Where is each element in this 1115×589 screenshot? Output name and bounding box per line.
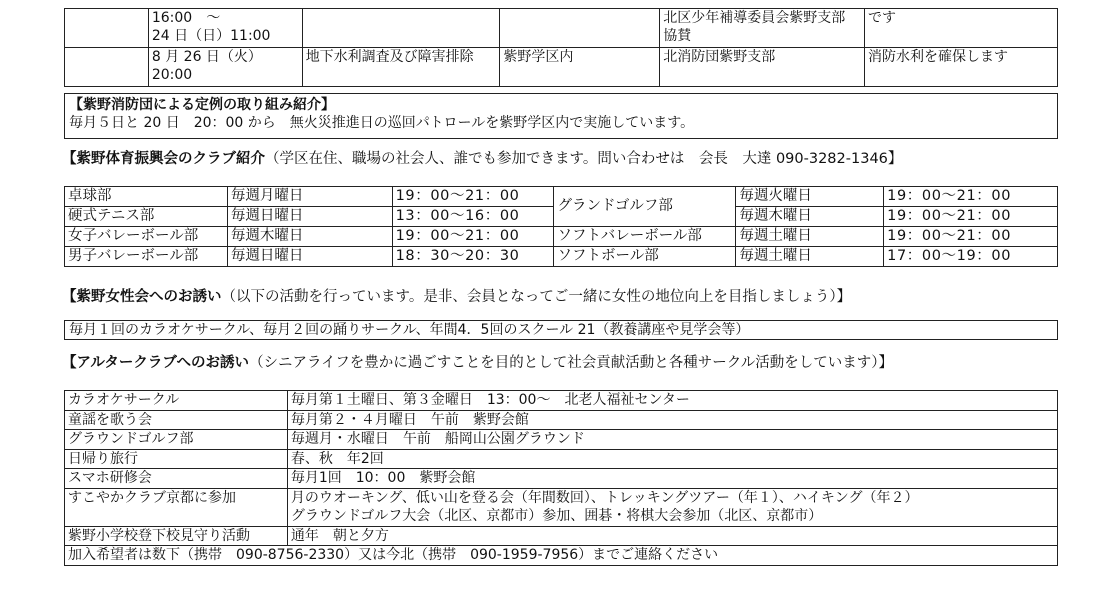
club-day: 毎週木曜日 — [736, 207, 884, 227]
club-name: ソフトボール部 — [554, 247, 736, 267]
activity-detail: 春、秋 年2回 — [287, 449, 1057, 469]
club-name: 女子バレーボール部 — [65, 227, 228, 247]
club-name: 卓球部 — [65, 187, 228, 207]
table-cell: 16:00 ～ 24 日（日）11:00 — [148, 9, 302, 48]
club-name: 硬式テニス部 — [65, 207, 228, 227]
women-heading-note: （以下の活動を行っています。是非、会員となってご一緒に女性の地位向上を目指しましょう）】 — [221, 289, 852, 305]
women-heading-title: 【紫野女性会へのお誘い — [62, 289, 222, 305]
activity-name: 紫野小学校登下校見守り活動 — [65, 526, 288, 546]
table-cell — [65, 9, 149, 48]
club-time: 17：00～19：00 — [884, 247, 1058, 267]
regular-activities-text: 毎月５日と 20 日 20：00 から 無火災推進日の巡回パトロールを紫野学区内で実施しています。 — [69, 115, 695, 131]
club-time: 19：00～21：00 — [884, 207, 1058, 227]
club-time: 19：00～21：00 — [392, 187, 554, 207]
club-name: ソフトバレーボール部 — [554, 227, 736, 247]
activity-detail: 毎週月・水曜日 午前 船岡山公園グラウンド — [287, 430, 1057, 450]
clubs-table — [64, 186, 1058, 267]
alter-heading-note: （シニアライフを豊かに過ごすことを目的として社会貢献活動と各種サークル活動をしています）】 — [249, 355, 894, 371]
activity-detail: 毎月第２・４月曜日 午前 紫野会館 — [287, 410, 1057, 430]
table-row — [65, 391, 1058, 411]
club-name: グランドゴルフ部 — [554, 187, 736, 227]
alter-activities-table — [64, 390, 1058, 566]
table-row — [65, 488, 1058, 526]
table-cell: 8 月 26 日（火） 20:00 — [148, 48, 302, 87]
table-row — [65, 469, 1058, 489]
alter-heading-title: 【アルタークラブへのお誘い — [62, 355, 250, 371]
club-time: 19：00～21：00 — [884, 187, 1058, 207]
regular-activities-box — [64, 93, 1058, 139]
table-row — [65, 48, 1058, 87]
alter-heading — [62, 354, 893, 372]
activity-name: カラオケサークル — [65, 391, 288, 411]
activity-detail: 通年 朝と夕方 — [287, 526, 1057, 546]
table-cell: 消防水利を確保します — [865, 48, 1058, 87]
table-cell: 地下水利調査及び障害排除 — [302, 48, 500, 87]
table-row — [65, 546, 1058, 566]
activity-name: 童謡を歌う会 — [65, 410, 288, 430]
women-activities-box: 毎月１回のカラオケサークル、毎月２回の踊りサークル、年間4．5回のスクール 21（教養講座や見学会等） — [64, 320, 1058, 340]
club-day: 毎週火曜日 — [736, 187, 884, 207]
table-row — [65, 526, 1058, 546]
club-day: 毎週日曜日 — [227, 247, 392, 267]
table-cell: 北消防団紫野支部 — [660, 48, 865, 87]
activity-name: すこやかクラブ京都に参加 — [65, 488, 288, 526]
club-day: 毎週日曜日 — [227, 207, 392, 227]
club-time: 13：00～16：00 — [392, 207, 554, 227]
club-day: 毎週土曜日 — [736, 247, 884, 267]
table-cell: です — [865, 9, 1058, 48]
clubs-heading-title: 【紫野体育振興会のクラブ紹介 — [62, 151, 265, 167]
club-day: 毎週木曜日 — [227, 227, 392, 247]
table-row — [65, 449, 1058, 469]
club-time: 19：00～21：00 — [884, 227, 1058, 247]
table-cell: 紫野学区内 — [500, 48, 660, 87]
women-heading — [62, 288, 851, 306]
table-cell: 北区少年補導委員会紫野支部 協賛 — [660, 9, 865, 48]
activity-name: グラウンドゴルフ部 — [65, 430, 288, 450]
club-time: 18：30～20：30 — [392, 247, 554, 267]
table-cell — [65, 48, 149, 87]
table-row — [65, 227, 1058, 247]
activity-name: 日帰り旅行 — [65, 449, 288, 469]
activity-name: スマホ研修会 — [65, 469, 288, 489]
contact-note: 加入希望者は数下（携帯 090-8756-2330）又は今北（携帯 090-1959-7956）までご連絡ください — [65, 546, 1058, 566]
activity-detail: 毎月1回 10：00 紫野会館 — [287, 469, 1057, 489]
table-row — [65, 430, 1058, 450]
clubs-heading — [62, 150, 902, 168]
clubs-heading-note: （学区在住、職場の社会人、誰でも参加できます。問い合わせは 会長 大達 090-3282-1346】 — [265, 151, 903, 167]
table-row — [65, 247, 1058, 267]
club-name: 男子バレーボール部 — [65, 247, 228, 267]
table-cell — [302, 9, 500, 48]
events-table — [64, 8, 1058, 87]
club-day: 毎週月曜日 — [227, 187, 392, 207]
club-time: 19：00～21：00 — [392, 227, 554, 247]
activity-detail: 毎月第１土曜日、第３金曜日 13：00～ 北老人福祉センター — [287, 391, 1057, 411]
regular-activities-title: 【紫野消防団による定例の取り組み紹介】 — [69, 97, 335, 113]
table-row — [65, 9, 1058, 48]
table-row — [65, 410, 1058, 430]
table-row — [65, 187, 1058, 207]
club-day: 毎週土曜日 — [736, 227, 884, 247]
table-cell — [500, 9, 660, 48]
activity-detail: 月のウオーキング、低い山を登る会（年間数回）、トレッキングツアー（年１）、ハイキング（年２） グラウンドゴルフ大会（北区、京都市）参加、囲碁・将棋大会参加（北区、京都市） — [287, 488, 1057, 526]
